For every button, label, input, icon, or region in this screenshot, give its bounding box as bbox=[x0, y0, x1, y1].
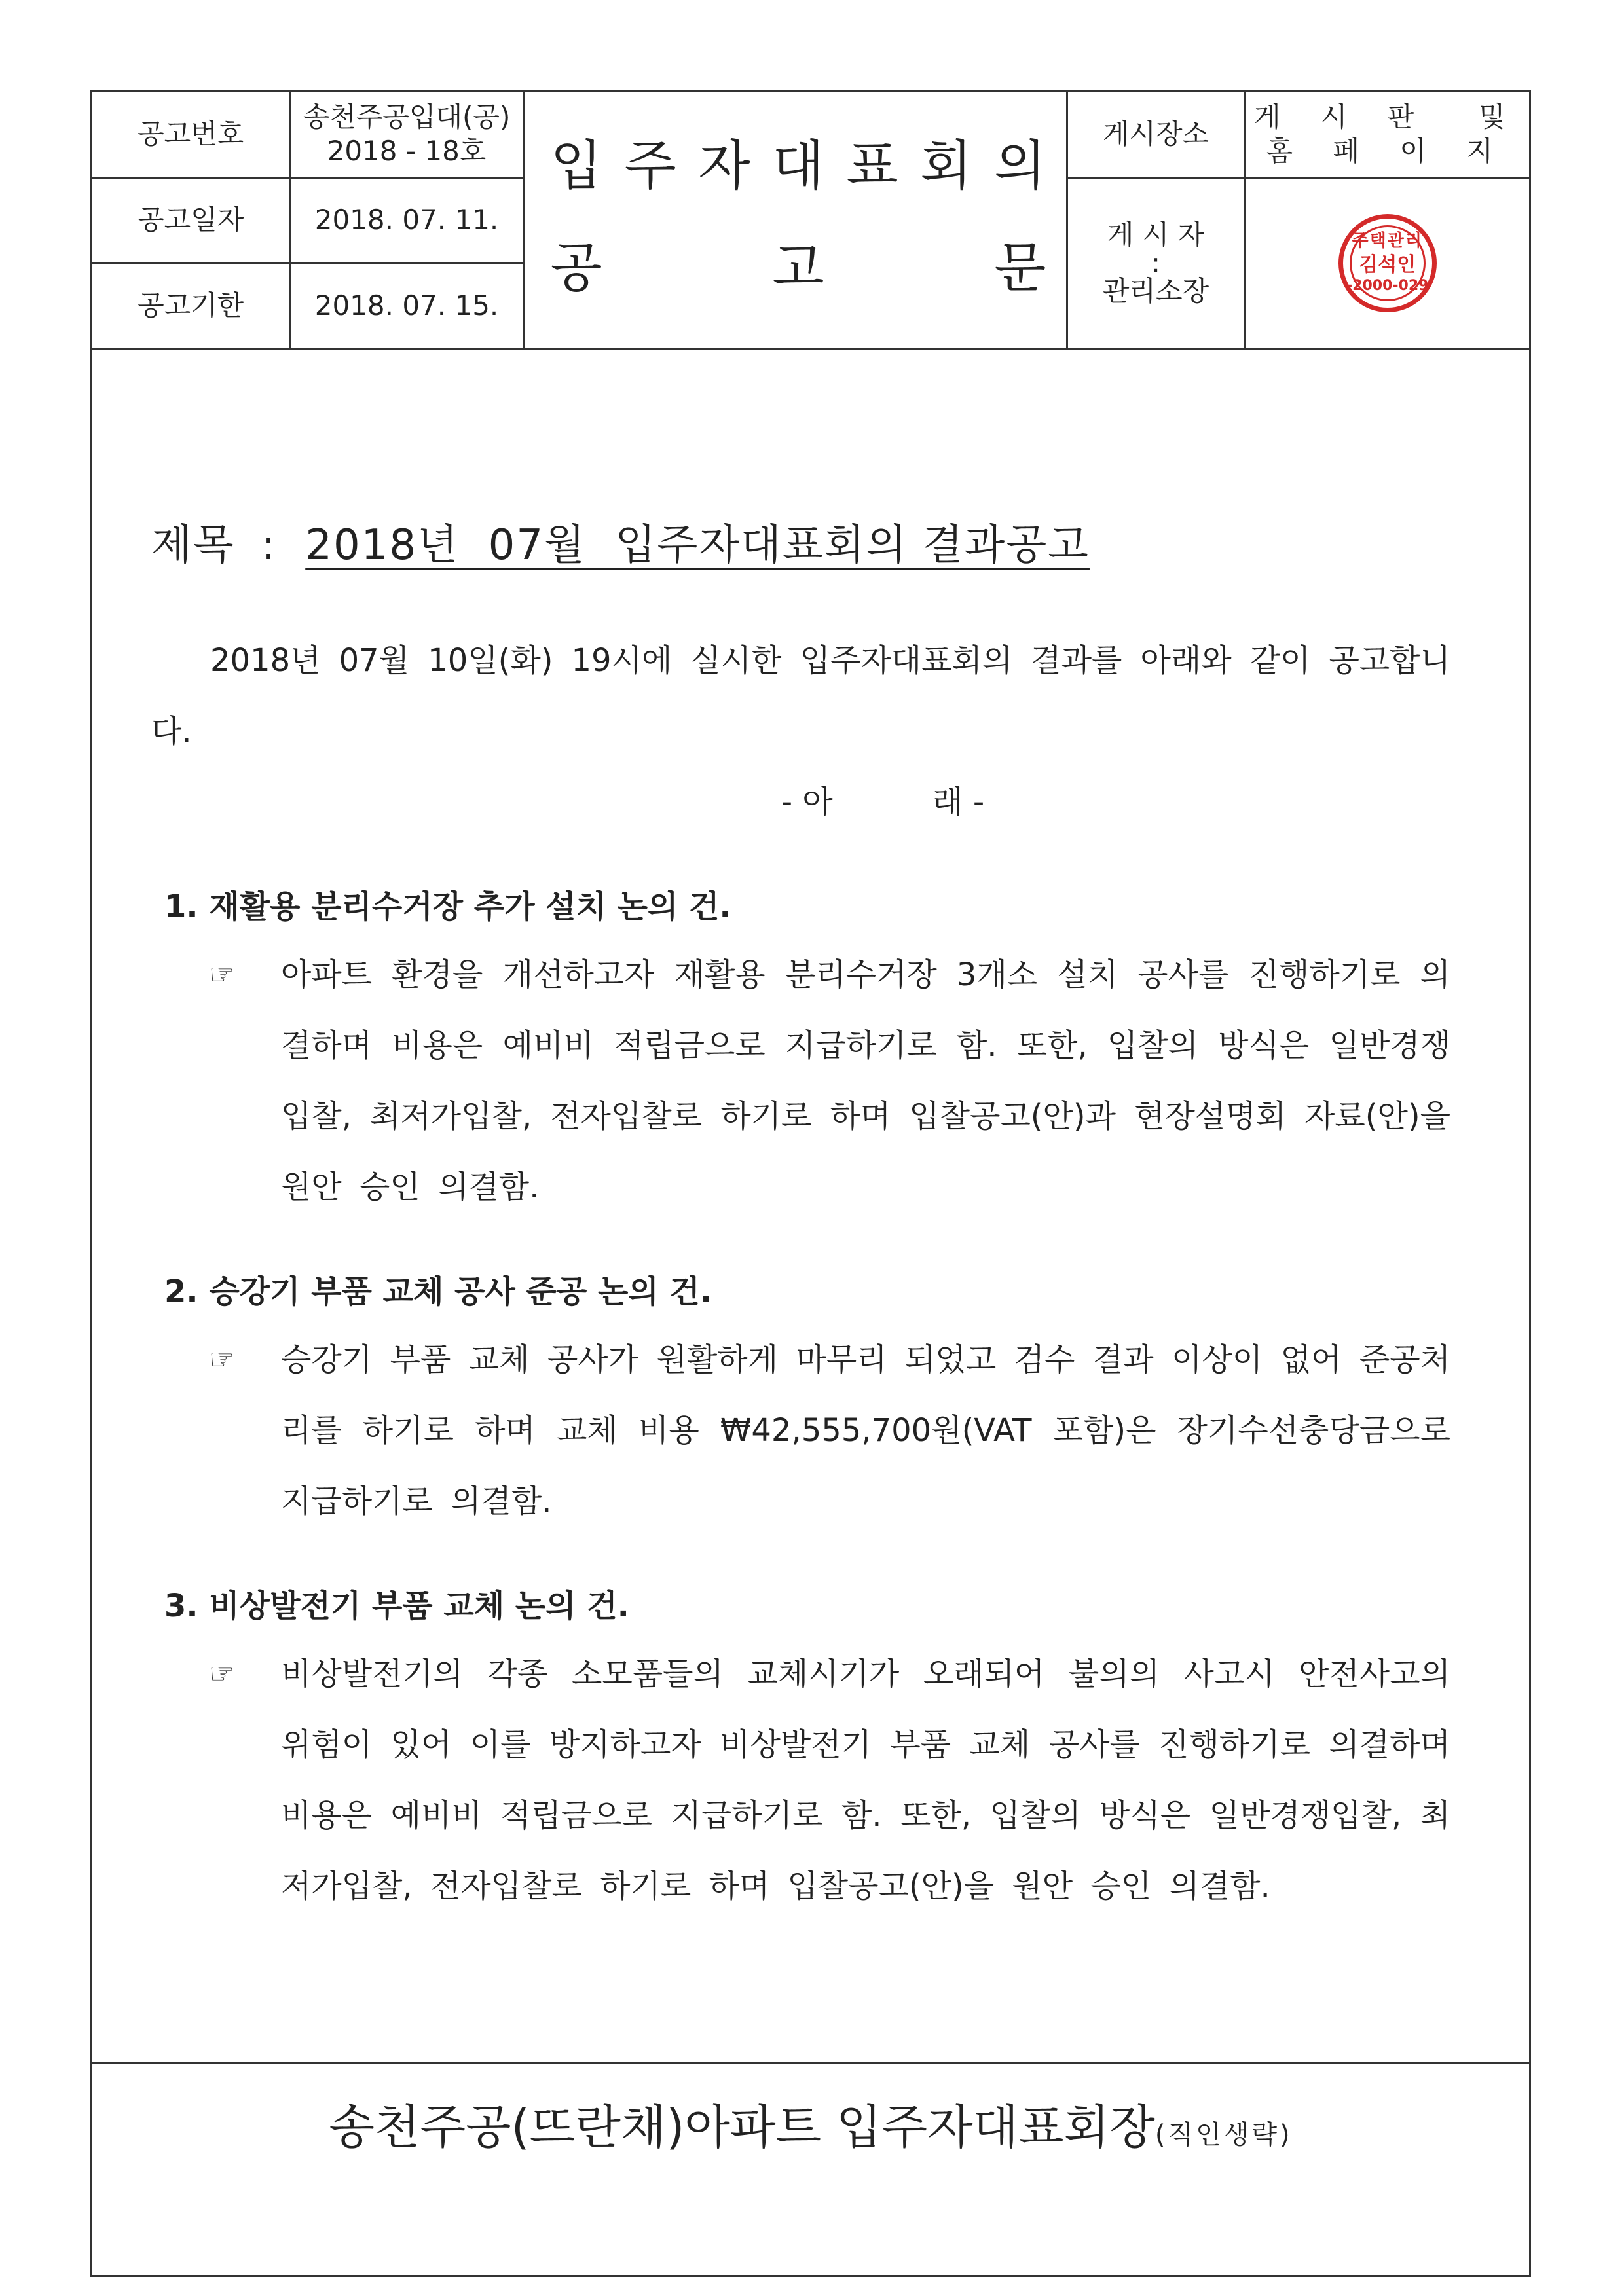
notice-title-line2 bbox=[551, 235, 1046, 302]
footer-seal-note: (직인생략) bbox=[1154, 2120, 1293, 2150]
notice-header-table bbox=[92, 92, 1529, 350]
notice-no-value-line2: 2018 - 18호 bbox=[327, 135, 487, 168]
notice-no-value bbox=[290, 92, 523, 177]
notice-frame bbox=[90, 90, 1531, 2277]
title-char: 문 bbox=[994, 237, 1046, 299]
notice-title-line1 bbox=[551, 133, 1046, 200]
poster-title: 관리소장 bbox=[1102, 274, 1209, 307]
notice-no-value-line1: 송천주공입대(공) bbox=[303, 100, 511, 133]
item-2-body bbox=[151, 1324, 1450, 1537]
notice-deadline-value: 2018. 07. 15. bbox=[290, 263, 523, 349]
notice-content bbox=[92, 349, 1529, 1922]
footer-signer bbox=[92, 2089, 1529, 2157]
notice-no-label: 공고번호 bbox=[92, 92, 290, 177]
item-2-text: 승강기 부품 교체 공사가 원활하게 마무리 되었고 검수 결과 이상이 없어 준공처리를 하기로 하며 교체 비용 ₩42,555,700원(VAT 포함)은 장기수선충당금으로 지급하기로 의결함. bbox=[281, 1341, 1450, 1520]
pointing-hand-icon: ☞ bbox=[209, 1657, 235, 1690]
subject-colon: : bbox=[261, 521, 277, 570]
title-char: 자 bbox=[698, 135, 750, 197]
title-char: 주 bbox=[624, 135, 676, 197]
title-char: 고 bbox=[772, 237, 824, 299]
title-char: 표 bbox=[846, 135, 898, 197]
item-3-body bbox=[151, 1639, 1450, 1922]
notice-title-cell bbox=[523, 92, 1067, 349]
item-3-title: 3. 비상발전기 부품 교체 논의 건. bbox=[164, 1588, 629, 1624]
intro-paragraph: 2018년 07월 10일(화) 19시에 실시한 입주자대표회의 결과를 아래와 같이 공고합니다. bbox=[151, 642, 1450, 750]
title-char: 의 bbox=[994, 135, 1046, 197]
post-place-label: 게시장소 bbox=[1067, 92, 1245, 177]
pointing-hand-icon: ☞ bbox=[209, 1343, 235, 1376]
notice-date-value: 2018. 07. 11. bbox=[290, 177, 523, 263]
seal-number-text: -2000-029 bbox=[1346, 277, 1429, 294]
item-1-body bbox=[151, 939, 1450, 1222]
title-char: 공 bbox=[550, 237, 602, 299]
poster-colon: : bbox=[1151, 247, 1161, 280]
seal-top-text: 주택관리 bbox=[1352, 231, 1423, 251]
notice-deadline-label: 공고기한 bbox=[92, 263, 290, 349]
title-char: 회 bbox=[920, 135, 972, 197]
post-place-line1: 게 시 판 및 bbox=[1253, 100, 1521, 133]
footer-signer-text: 송천주공(뜨란채)아파트 입주자대표회장 bbox=[329, 2100, 1155, 2155]
title-char: 입 bbox=[550, 135, 602, 197]
seal-cell bbox=[1245, 177, 1529, 349]
item-1-text: 아파트 환경을 개선하고자 재활용 분리수거장 3개소 설치 공사를 진행하기로 의결하며 비용은 예비비 적립금으로 지급하기로 함. 또한, 입찰의 방식은 일반경쟁입찰, 최저가입찰, 전자입찰로 하기로 하며 입찰공고(안)과 현장설명회 자료(안)을 원안 승인 의결함. bbox=[281, 957, 1450, 1205]
item-3-text: 비상발전기의 각종 소모품들의 교체시기가 오래되어 불의의 사고시 안전사고의 위험이 있어 이를 방지하고자 비상발전기 부품 교체 공사를 진행하기로 의결하며 비용은 예비비 적립금으로 지급하기로 함. 또한, 입찰의 방식은 일반경쟁입찰, 최저가입찰, 전자입찰로 하기로 하며 입찰공고(안)을 원안 승인 의결함. bbox=[281, 1656, 1450, 1904]
poster-cell bbox=[1067, 177, 1245, 349]
post-place-value bbox=[1245, 92, 1529, 177]
subject-line bbox=[151, 511, 1450, 572]
poster-label: 게 시 자 bbox=[1107, 218, 1205, 251]
official-seal bbox=[1338, 214, 1437, 312]
title-char: 대 bbox=[772, 135, 824, 197]
item-1-title: 1. 재활용 분리수거장 추가 설치 논의 건. bbox=[164, 888, 731, 925]
footer-divider bbox=[92, 2062, 1529, 2064]
seal-name-text: 김석인 bbox=[1359, 253, 1416, 276]
item-2-title: 2. 승강기 부품 교체 공사 준공 논의 건. bbox=[164, 1273, 712, 1310]
subject-text: 2018년 07월 입주자대표회의 결과공고 bbox=[305, 521, 1090, 570]
notice-date-label: 공고일자 bbox=[92, 177, 290, 263]
pointing-hand-icon: ☞ bbox=[209, 958, 235, 991]
post-place-line2: 홈 페 이 지 bbox=[1266, 135, 1509, 168]
subject-label: 제목 bbox=[151, 521, 235, 570]
below-marker: - 아 래 - bbox=[781, 784, 985, 820]
